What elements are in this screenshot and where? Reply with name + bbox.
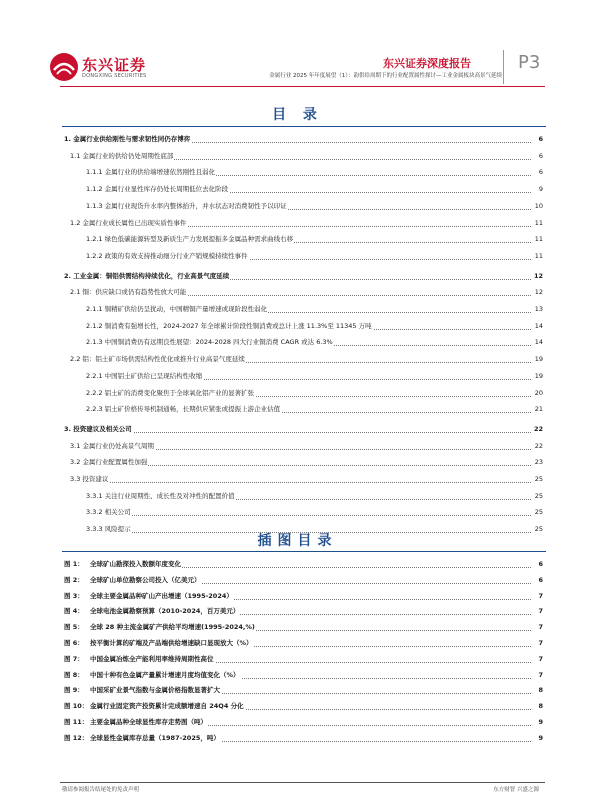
- toc-label: 2. 工业金属：铜铝供需结构持续优化，行业高景气度延续: [64, 271, 230, 280]
- toc-entry[interactable]: [0, 336, 595, 348]
- figure-text: 全球 28 种主流金属矿产供给平均增速(1995-2024,%): [90, 623, 255, 632]
- toc-page-number: 11: [531, 217, 543, 229]
- figure-label: [64, 574, 202, 586]
- toc-label: 2.1.2 铜消费有强增长性，2024-2027 年全球累计阶段性铜消费或总计上涨 11.3%至 11345 万吨: [86, 321, 372, 330]
- toc-label: 2.2.2 铝土矿的消费变化聚焦于全球氧化铝产业的显著扩张: [86, 388, 255, 397]
- figure-page-number: 7: [531, 637, 543, 649]
- toc-page-number: 22: [531, 440, 543, 452]
- toc-entry[interactable]: [0, 233, 595, 245]
- toc-label: 3.2 金属行业配置属性加强: [70, 458, 148, 467]
- footer-disclaimer: 敬请参阅报告结尾处的免责声明: [62, 787, 140, 793]
- toc-page-number: 25: [531, 506, 543, 518]
- toc-label: 2.1.1 铜精矿供给仍呈扰动，中国精铜产量增速或现阶段性弱化: [86, 305, 268, 313]
- brand-name: 东兴证券: [82, 56, 147, 74]
- figure-entry[interactable]: [0, 653, 595, 665]
- figure-page-number: 7: [531, 653, 543, 665]
- toc-label: 2.2.3 铝土矿价格传导机制通畅，长期供应紧张或提振上游企业估值: [86, 405, 281, 414]
- figure-text: 中国十种有色金属产量累计增速月度均值变化（%）: [90, 670, 240, 679]
- figure-text: 全球主要金属品种矿山产出增速（1995-2024）: [90, 591, 233, 600]
- toc-leader-dots: [70, 470, 543, 483]
- figure-text: 按平衡计算的矿端及产品端供给增速缺口显现放大（%）: [90, 639, 253, 647]
- toc-entry[interactable]: [0, 270, 595, 282]
- figure-page-number: 6: [531, 558, 543, 570]
- toc-entry[interactable]: [0, 183, 595, 195]
- figure-page-number: 7: [531, 590, 543, 602]
- figure-label: [64, 732, 221, 744]
- figure-number: 图 8：: [64, 670, 84, 679]
- toc-entry[interactable]: [0, 250, 595, 262]
- figure-entry[interactable]: [0, 732, 595, 744]
- report-title: 东兴证券深度报告: [383, 57, 471, 70]
- footer-rule: [60, 782, 545, 783]
- toc-page-number: 22: [531, 423, 543, 435]
- figure-number: 图 11：: [64, 718, 89, 726]
- toc-entry[interactable]: [0, 473, 595, 485]
- figure-page-number: 7: [531, 605, 543, 617]
- figure-entry[interactable]: [0, 669, 595, 681]
- toc-leader-dots: [86, 503, 543, 516]
- figure-entry[interactable]: [0, 574, 595, 586]
- toc-page-number: 11: [531, 250, 543, 262]
- toc-label: 2.1.3 中国铜消费仍有远期良性展望：2024-2028 四大行业铜消费 CAGR 或达 6.3%: [86, 338, 333, 347]
- figure-number: 图 3：: [64, 591, 84, 600]
- toc-entry[interactable]: [0, 403, 595, 415]
- toc-label: 1.1.1 金属行业的供给端增速依然刚性且弱化: [86, 168, 216, 177]
- toc-label: 3.1 金属行业仍处高景气周期: [70, 441, 154, 450]
- toc-entry[interactable]: [0, 353, 595, 365]
- toc-page-number: 23: [531, 456, 543, 468]
- figure-number: 图 10：: [64, 702, 89, 711]
- figure-entry[interactable]: [0, 684, 595, 696]
- figure-label: [64, 684, 221, 696]
- toc-entry[interactable]: [0, 150, 595, 162]
- toc-entry[interactable]: [0, 200, 595, 212]
- toc-entry[interactable]: [0, 217, 595, 229]
- toc-page-number: 19: [531, 370, 543, 382]
- figure-page-number: 7: [531, 669, 543, 681]
- header-rule: [60, 86, 545, 87]
- figure-number: 图 2：: [64, 575, 84, 584]
- figure-text: 全球电池金属勘察预算（2010-2024，百万美元）: [90, 607, 240, 616]
- figure-entry[interactable]: [0, 558, 595, 570]
- figure-label: [64, 653, 215, 665]
- toc-page-number: 14: [531, 336, 543, 348]
- toc-label: 3.3.3 风险提示: [86, 525, 131, 534]
- figure-page-number: 8: [531, 684, 543, 696]
- figure-label: [64, 716, 208, 728]
- figures-title: 插图目录: [257, 533, 338, 549]
- toc-entry[interactable]: [0, 490, 595, 502]
- toc-label: 2.1 铜：供应缺口或仍有趋势性放大可能: [70, 288, 187, 297]
- toc-label: 1.1 金属行业的供给仍处周期性底部: [70, 151, 174, 160]
- figure-page-number: 8: [531, 700, 543, 712]
- toc-page-number: 11: [531, 233, 543, 245]
- toc-entry[interactable]: [0, 320, 595, 332]
- figure-number: 图 6：: [64, 639, 84, 647]
- toc-label: 3.3.2 相关公司: [86, 508, 131, 517]
- figure-page-number: 9: [531, 716, 543, 728]
- figure-label: [64, 590, 234, 602]
- figure-text: 全球矿山单位勘察公司投入（亿美元）: [90, 575, 201, 584]
- figure-entry[interactable]: [0, 700, 595, 712]
- figure-text: 主要金属品种全球显性库存走势图（吨）: [90, 718, 207, 726]
- toc-page-number: 25: [531, 490, 543, 502]
- figure-entry[interactable]: [0, 637, 595, 649]
- toc-entry[interactable]: [0, 370, 595, 382]
- figure-text: 中国采矿业景气指数与金属价格指数显著扩大: [90, 686, 220, 695]
- toc-page-number: 12: [531, 286, 543, 298]
- figure-entry[interactable]: [0, 621, 595, 633]
- toc-entry[interactable]: [0, 166, 595, 178]
- toc-label: 1.2 金属行业成长属性已出现实质性事件: [70, 218, 187, 227]
- toc-label: 3.3 投资建议: [70, 475, 109, 483]
- toc-page-number: 14: [531, 320, 543, 332]
- toc-page-number: 13: [531, 303, 543, 315]
- toc-page-number: 6: [531, 150, 543, 162]
- brand-name-en: DONGXING SECURITIES: [82, 73, 147, 79]
- toc-entry[interactable]: [0, 303, 595, 315]
- toc-entry[interactable]: [0, 133, 595, 145]
- figure-page-number: 6: [531, 574, 543, 586]
- figure-number: 图 9：: [64, 686, 84, 695]
- header-divider: [503, 50, 504, 84]
- toc-page-number: 12: [531, 270, 543, 282]
- figure-label: [64, 605, 240, 617]
- toc-label: 3. 投资建议及相关公司: [64, 424, 132, 433]
- figure-page-number: 7: [531, 621, 543, 633]
- figure-text: 中国金属冶炼全产能利用率维持周期性高位: [90, 654, 214, 663]
- figure-number: 图 7：: [64, 654, 84, 663]
- figure-label: [64, 700, 245, 712]
- toc-label: 3.3.1 关注行业周期性、成长性及对冲性的配置价值: [86, 491, 235, 500]
- report-subtitle: 金属行业 2025 年年度展望（1）：韵供给周期下的行业配置属性探讨—工业金属板块高景气延续: [269, 73, 502, 79]
- toc-title-rule: [62, 126, 546, 127]
- toc-label: 1.1.3 金属行业现货升水率内整体抬升，并水状态对消费韧性予以印证: [86, 201, 287, 210]
- toc-label: 1.2.1 绿色低碳能源转型及新质生产力发展提振多金属品种需求曲线右移: [86, 235, 294, 244]
- figures-title-rule: [62, 551, 546, 552]
- page-label: P3: [518, 52, 541, 73]
- toc-label: 1.2.2 政策的有效支持推动细分行业产销规模持续性事件: [86, 251, 248, 260]
- figure-number: 图 1：: [64, 560, 84, 568]
- figure-label: [64, 637, 254, 649]
- toc-entry[interactable]: [0, 440, 595, 452]
- figure-text: 金属行业固定资产投资累计完成额增速自 24Q4 分化: [90, 702, 244, 711]
- toc-page-number: 10: [531, 200, 543, 212]
- toc-page-number: 6: [531, 166, 543, 178]
- toc-entry[interactable]: [0, 506, 595, 518]
- toc-entry[interactable]: [0, 286, 595, 298]
- toc-title: 目 录: [272, 107, 323, 123]
- toc-entry[interactable]: [0, 456, 595, 468]
- figure-text: 全球矿山勘探投入数额年度变化: [90, 560, 181, 568]
- figure-label: [64, 669, 241, 681]
- toc-label: 1. 金属行业供给刚性与需求韧性同仍存博弈: [64, 135, 191, 143]
- figure-label: [64, 558, 182, 570]
- toc-page-number: 21: [531, 403, 543, 415]
- figure-number: 图 12：: [64, 733, 89, 742]
- toc-leader-dots: [64, 420, 543, 433]
- figure-number: 图 4：: [64, 607, 84, 616]
- toc-page-number: 25: [531, 523, 543, 535]
- toc-page-number: 19: [531, 353, 543, 365]
- figure-label: [64, 621, 256, 633]
- figure-number: 图 5：: [64, 623, 84, 632]
- toc-label: 2.2 铝：铝土矿市场供需结构性优化或推升行业高景气度延续: [70, 355, 245, 364]
- toc-page-number: 9: [531, 183, 543, 195]
- toc-entry[interactable]: [0, 423, 595, 435]
- toc-page-number: 20: [531, 387, 543, 399]
- figure-entry[interactable]: [0, 590, 595, 602]
- toc-label: 2.2.1 中国铝土矿供给已呈现结构性收缩: [86, 371, 203, 380]
- figure-page-number: 9: [531, 732, 543, 744]
- toc-label: 1.1.2 金属行业显性库存仍处长周期低位去化阶段: [86, 185, 229, 194]
- figure-entry[interactable]: [0, 716, 595, 728]
- figure-text: 全球显性金属库存总量（1987-2025，吨）: [90, 733, 220, 742]
- footer-slogan: 东方财智 兴盛之源: [493, 787, 539, 793]
- toc-page-number: 6: [531, 133, 543, 145]
- figure-entry[interactable]: [0, 605, 595, 617]
- toc-entry[interactable]: [0, 387, 595, 399]
- toc-page-number: 25: [531, 473, 543, 485]
